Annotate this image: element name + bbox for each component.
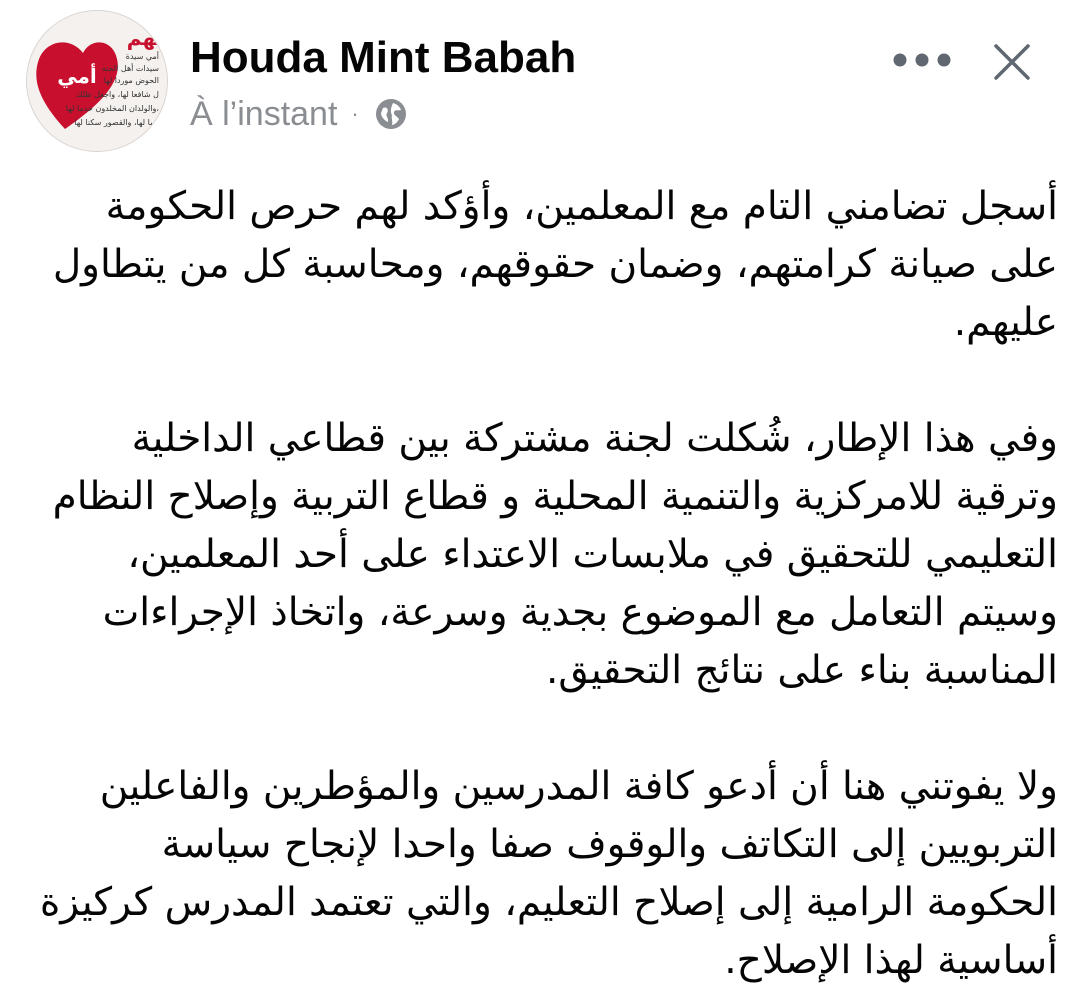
avatar-line: الحوض موردا لها (103, 76, 159, 85)
avatar[interactable] (26, 10, 168, 152)
more-dots-icon (892, 52, 952, 68)
avatar-badge-text: أمي (57, 64, 97, 88)
close-button[interactable] (984, 34, 1040, 90)
avatar-line: سيدات أهل الجنة (101, 64, 159, 73)
post-paragraph: ولا يفوتني هنا أن أدعو كافة المدرسين والمؤطرين والفاعلين التربويين إلى التكاتف والوقوف صفا واحدا لإنجاح سياسة الحكومة الرامية إلى إصلاح التعليم، والتي تعتمد المدرس كركيزة أساسية لهذا الإصلاح. (39, 764, 1058, 983)
globe-icon[interactable] (373, 96, 409, 132)
avatar-line: ل شافعا لها، واجعل ظلك (75, 90, 159, 99)
post-body (30, 178, 1058, 990)
post-paragraph: أسجل تضامني التام مع المعلمين، وأؤكد لهم حرص الحكومة على صيانة كرامتهم، وضمان حقوقهم، ومحاسبة كل من يتطاول عليهم. (52, 184, 1058, 345)
avatar-line: أسا لها، والقصور سكنا لها (74, 118, 159, 127)
post-header (0, 0, 1080, 160)
close-icon (992, 42, 1032, 82)
post-meta (190, 92, 409, 136)
avatar-line: أمي سيدة (125, 52, 159, 61)
avatar-line: والولدان المخلدون خدما لها، (65, 104, 159, 113)
post-paragraph: وفي هذا الإطار، شُكلت لجنة مشتركة بين قطاعي الداخلية وترقية للامركزية والتنمية المحلية و قطاع التربية وإصلاح النظام التعليمي للتحقيق في ملابسات الاعتداء على أحد المعلمين، وسيتم التعامل مع الموضوع بجدية وسرعة، واتخاذ الإجراءات المناسبة بناء على نتائج التحقيق. (52, 416, 1058, 693)
post-timestamp[interactable]: À l’instant (190, 94, 338, 133)
more-options-button[interactable] (886, 36, 958, 84)
author-name[interactable]: Houda Mint Babah (190, 33, 577, 82)
avatar-image (27, 11, 167, 151)
meta-separator: · (351, 101, 359, 126)
avatar-header-text: لهم (126, 26, 164, 50)
